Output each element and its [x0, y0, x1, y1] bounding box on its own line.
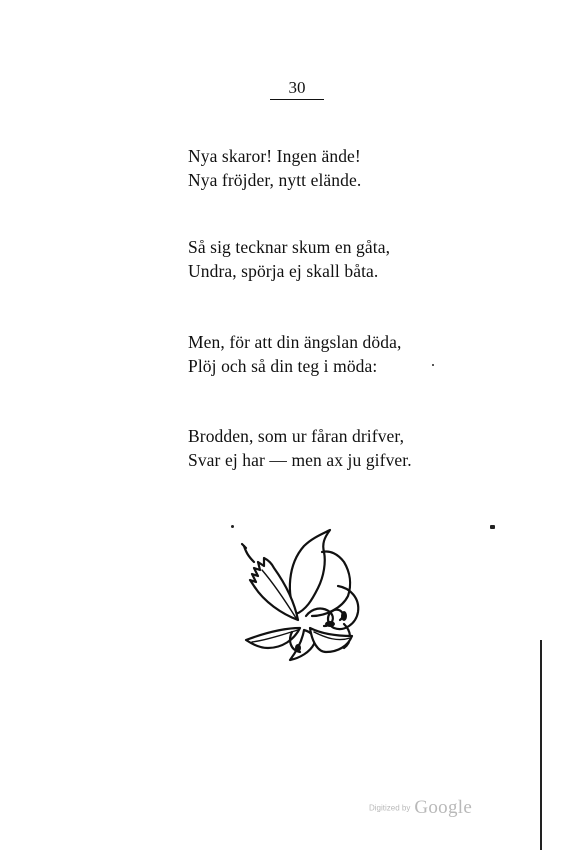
page-number: 30 [288, 78, 306, 97]
watermark-prefix: Digitized by [369, 803, 411, 813]
stanza-4 [188, 424, 412, 472]
ink-speck [231, 525, 234, 528]
poem-line: Men, för att din ängslan döda, [188, 332, 402, 352]
watermark-brand: Google [414, 797, 473, 818]
ink-speck [490, 525, 495, 529]
poem-line: Brodden, som ur fåran drifver, [188, 426, 405, 446]
poem-line: Svar ej har — men ax ju gifver. [188, 450, 412, 470]
poem-line: Nya fröjder, nytt elände. [188, 170, 362, 190]
digitized-watermark [369, 797, 472, 819]
ink-speck [432, 364, 434, 366]
poem-line: Plöj och så din teg i möda: [188, 356, 378, 376]
poem-line: Nya skaror! Ingen ände! [188, 146, 361, 166]
stanza-3 [188, 330, 401, 378]
leaf-ornament-icon [226, 524, 376, 664]
page-number-rule [270, 99, 324, 100]
page-edge-line [540, 640, 542, 850]
stanza-2 [188, 235, 390, 283]
poem-line: Så sig tecknar skum en gåta, [188, 237, 391, 257]
stanza-1 [188, 144, 361, 192]
poem-line: Undra, spörja ej skall båta. [188, 261, 379, 281]
